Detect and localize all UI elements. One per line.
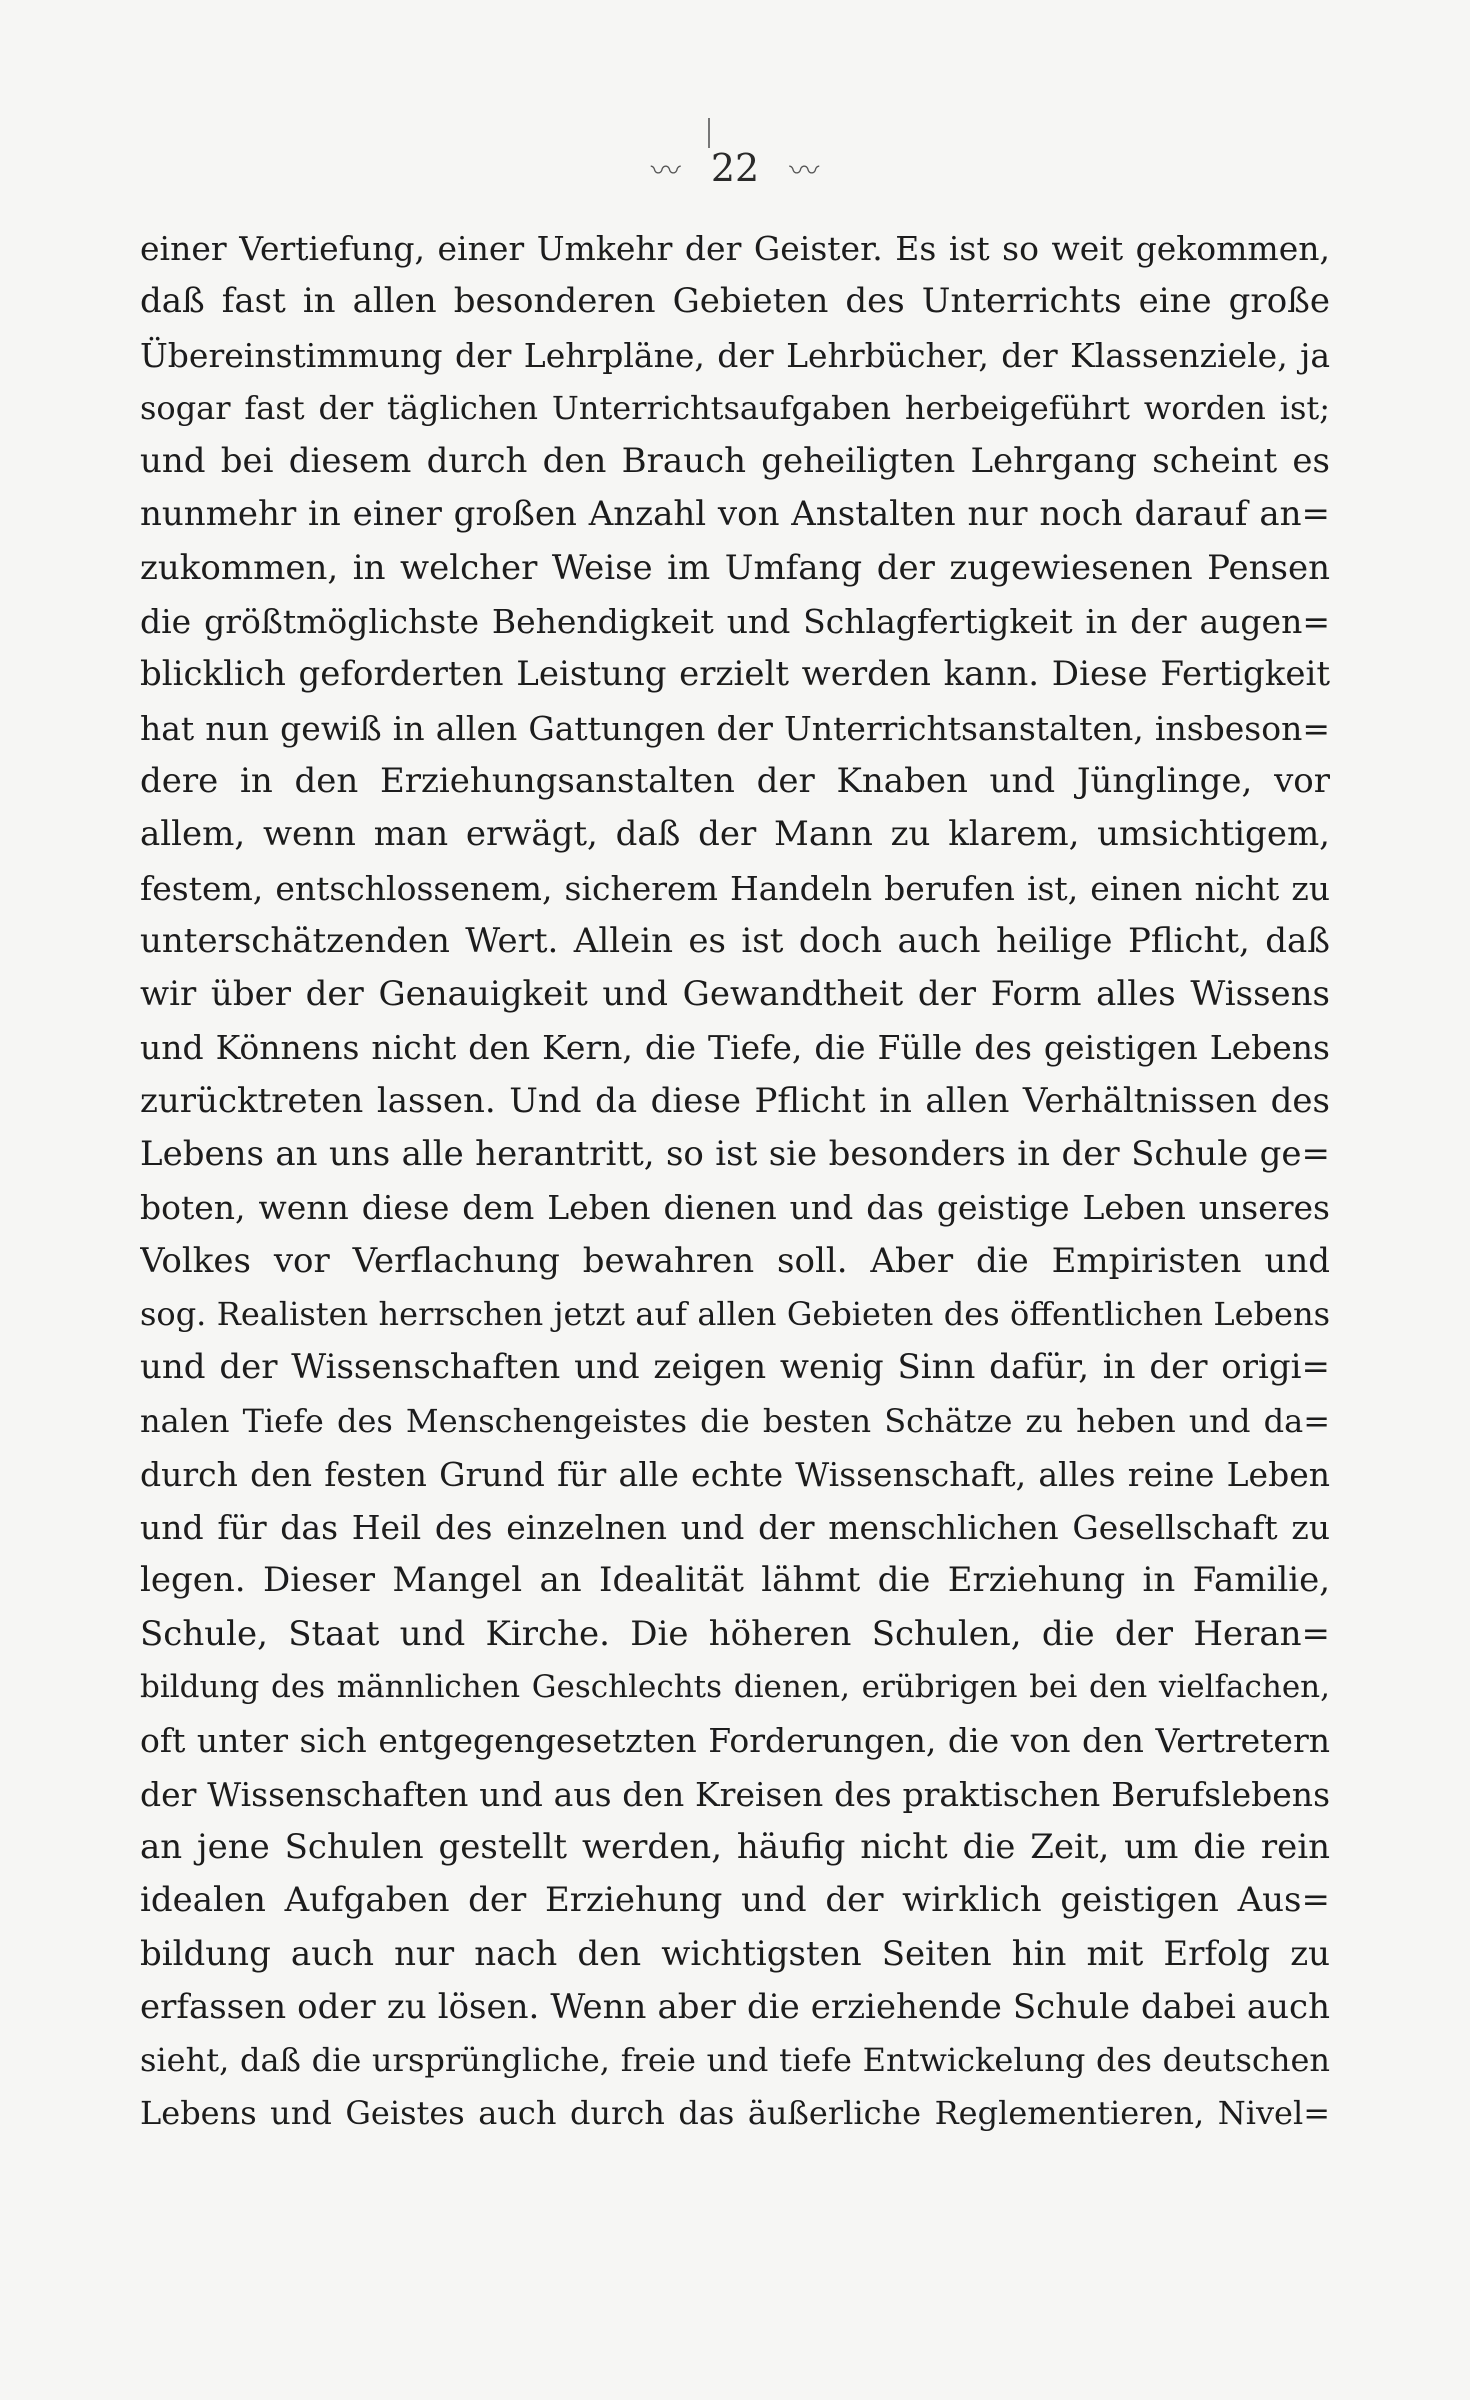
text-line: oft unter sich entgegengesetzten Forderungen, die von den Vertretern: [140, 1721, 1330, 1761]
text-line: idealen Aufgaben der Erziehung und der wirklich geistigen Aus=: [140, 1880, 1330, 1921]
text-line: und der Wissenschaften und zeigen wenig Sinn dafür, in der origi=: [140, 1347, 1330, 1388]
text-line: hat nun gewiß in allen Gattungen der Unterrichtsanstalten, insbeson=: [140, 708, 1330, 748]
text-line: blicklich geforderten Leistung erzielt werden kann. Diese Fertigkeit: [140, 654, 1330, 695]
text-line: unterschätzenden Wert. Allein es ist doch auch heilige Pflicht, daß: [140, 920, 1330, 961]
text-line: zukommen, in welcher Weise im Umfang der zugewiesenen Pensen: [140, 547, 1330, 588]
page-header: [0, 142, 1470, 190]
text-line: erfassen oder zu lösen. Wenn aber die erziehende Schule dabei auch: [140, 1986, 1330, 2027]
ornament-right: 〰: [789, 153, 820, 189]
text-line: der Wissenschaften und aus den Kreisen des praktischen Berufslebens: [140, 1774, 1330, 1814]
text-line: durch den festen Grund für alle echte Wissenschaft, alles reine Leben: [140, 1454, 1330, 1494]
text-line: bildung des männlichen Geschlechts dienen, erübrigen bei den vielfachen,: [140, 1669, 1330, 1706]
page-number: 22: [710, 145, 760, 190]
text-line: sieht, daß die ursprüngliche, freie und tiefe Entwickelung des deutschen: [140, 2041, 1330, 2080]
text-line: Schule, Staat und Kirche. Die höheren Schulen, die der Heran=: [140, 1613, 1330, 1654]
text-line: und bei diesem durch den Brauch geheiligten Lehrgang scheint es: [140, 441, 1330, 482]
text-line: legen. Dieser Mangel an Idealität lähmt die Erziehung in Familie,: [140, 1560, 1330, 1601]
text-line: und Könnens nicht den Kern, die Tiefe, die Fülle des geistigen Lebens: [140, 1028, 1330, 1068]
text-line: Lebens und Geistes auch durch das äußerliche Reglementieren, Nivel=: [140, 2094, 1330, 2133]
text-line: Volkes vor Verflachung bewahren soll. Aber die Empiristen und: [140, 1240, 1330, 1281]
text-line: Übereinstimmung der Lehrpläne, der Lehrbücher, der Klassenziele, ja: [140, 335, 1330, 375]
text-line: sog. Realisten herrschen jetzt auf allen Gebieten des öffentlichen Lebens: [140, 1294, 1330, 1333]
text-line: bildung auch nur nach den wichtigsten Seiten hin mit Erfolg zu: [140, 1933, 1330, 1974]
text-line: und für das Heil des einzelnen und der menschlichen Gesellschaft zu: [140, 1508, 1330, 1548]
text-line: daß fast in allen besonderen Gebieten des Unterrichts eine große: [140, 281, 1330, 322]
text-line: die größtmöglichste Behendigkeit und Schlagfertigkeit in der augen=: [140, 602, 1330, 642]
text-line: boten, wenn diese dem Leben dienen und das geistige Leben unseres: [140, 1188, 1330, 1228]
text-line: sogar fast der täglichen Unterrichtsaufgaben herbeigeführt worden ist;: [140, 388, 1330, 427]
body-text: [140, 222, 1330, 2141]
text-line: festem, entschlossenem, sicherem Handeln berufen ist, einen nicht zu: [140, 868, 1330, 908]
text-line: allem, wenn man erwägt, daß der Mann zu klarem, umsichtigem,: [140, 814, 1330, 855]
text-line: dere in den Erziehungsanstalten der Knaben und Jünglinge, vor: [140, 760, 1330, 801]
text-line: zurücktreten lassen. Und da diese Pflicht in allen Verhältnissen des: [140, 1080, 1330, 1121]
text-line: wir über der Genauigkeit und Gewandtheit der Form alles Wissens: [140, 974, 1330, 1015]
text-line: an jene Schulen gestellt werden, häufig nicht die Zeit, um die rein: [140, 1826, 1330, 1867]
ornament-left: 〰: [650, 153, 681, 189]
text-line: einer Vertiefung, einer Umkehr der Geister. Es ist so weit gekommen,: [140, 229, 1330, 268]
text-line: nunmehr in einer großen Anzahl von Anstalten nur noch darauf an=: [140, 494, 1330, 535]
text-line: Lebens an uns alle herantritt, so ist sie besonders in der Schule ge=: [140, 1134, 1330, 1175]
text-line: nalen Tiefe des Menschengeistes die besten Schätze zu heben und da=: [140, 1401, 1330, 1440]
